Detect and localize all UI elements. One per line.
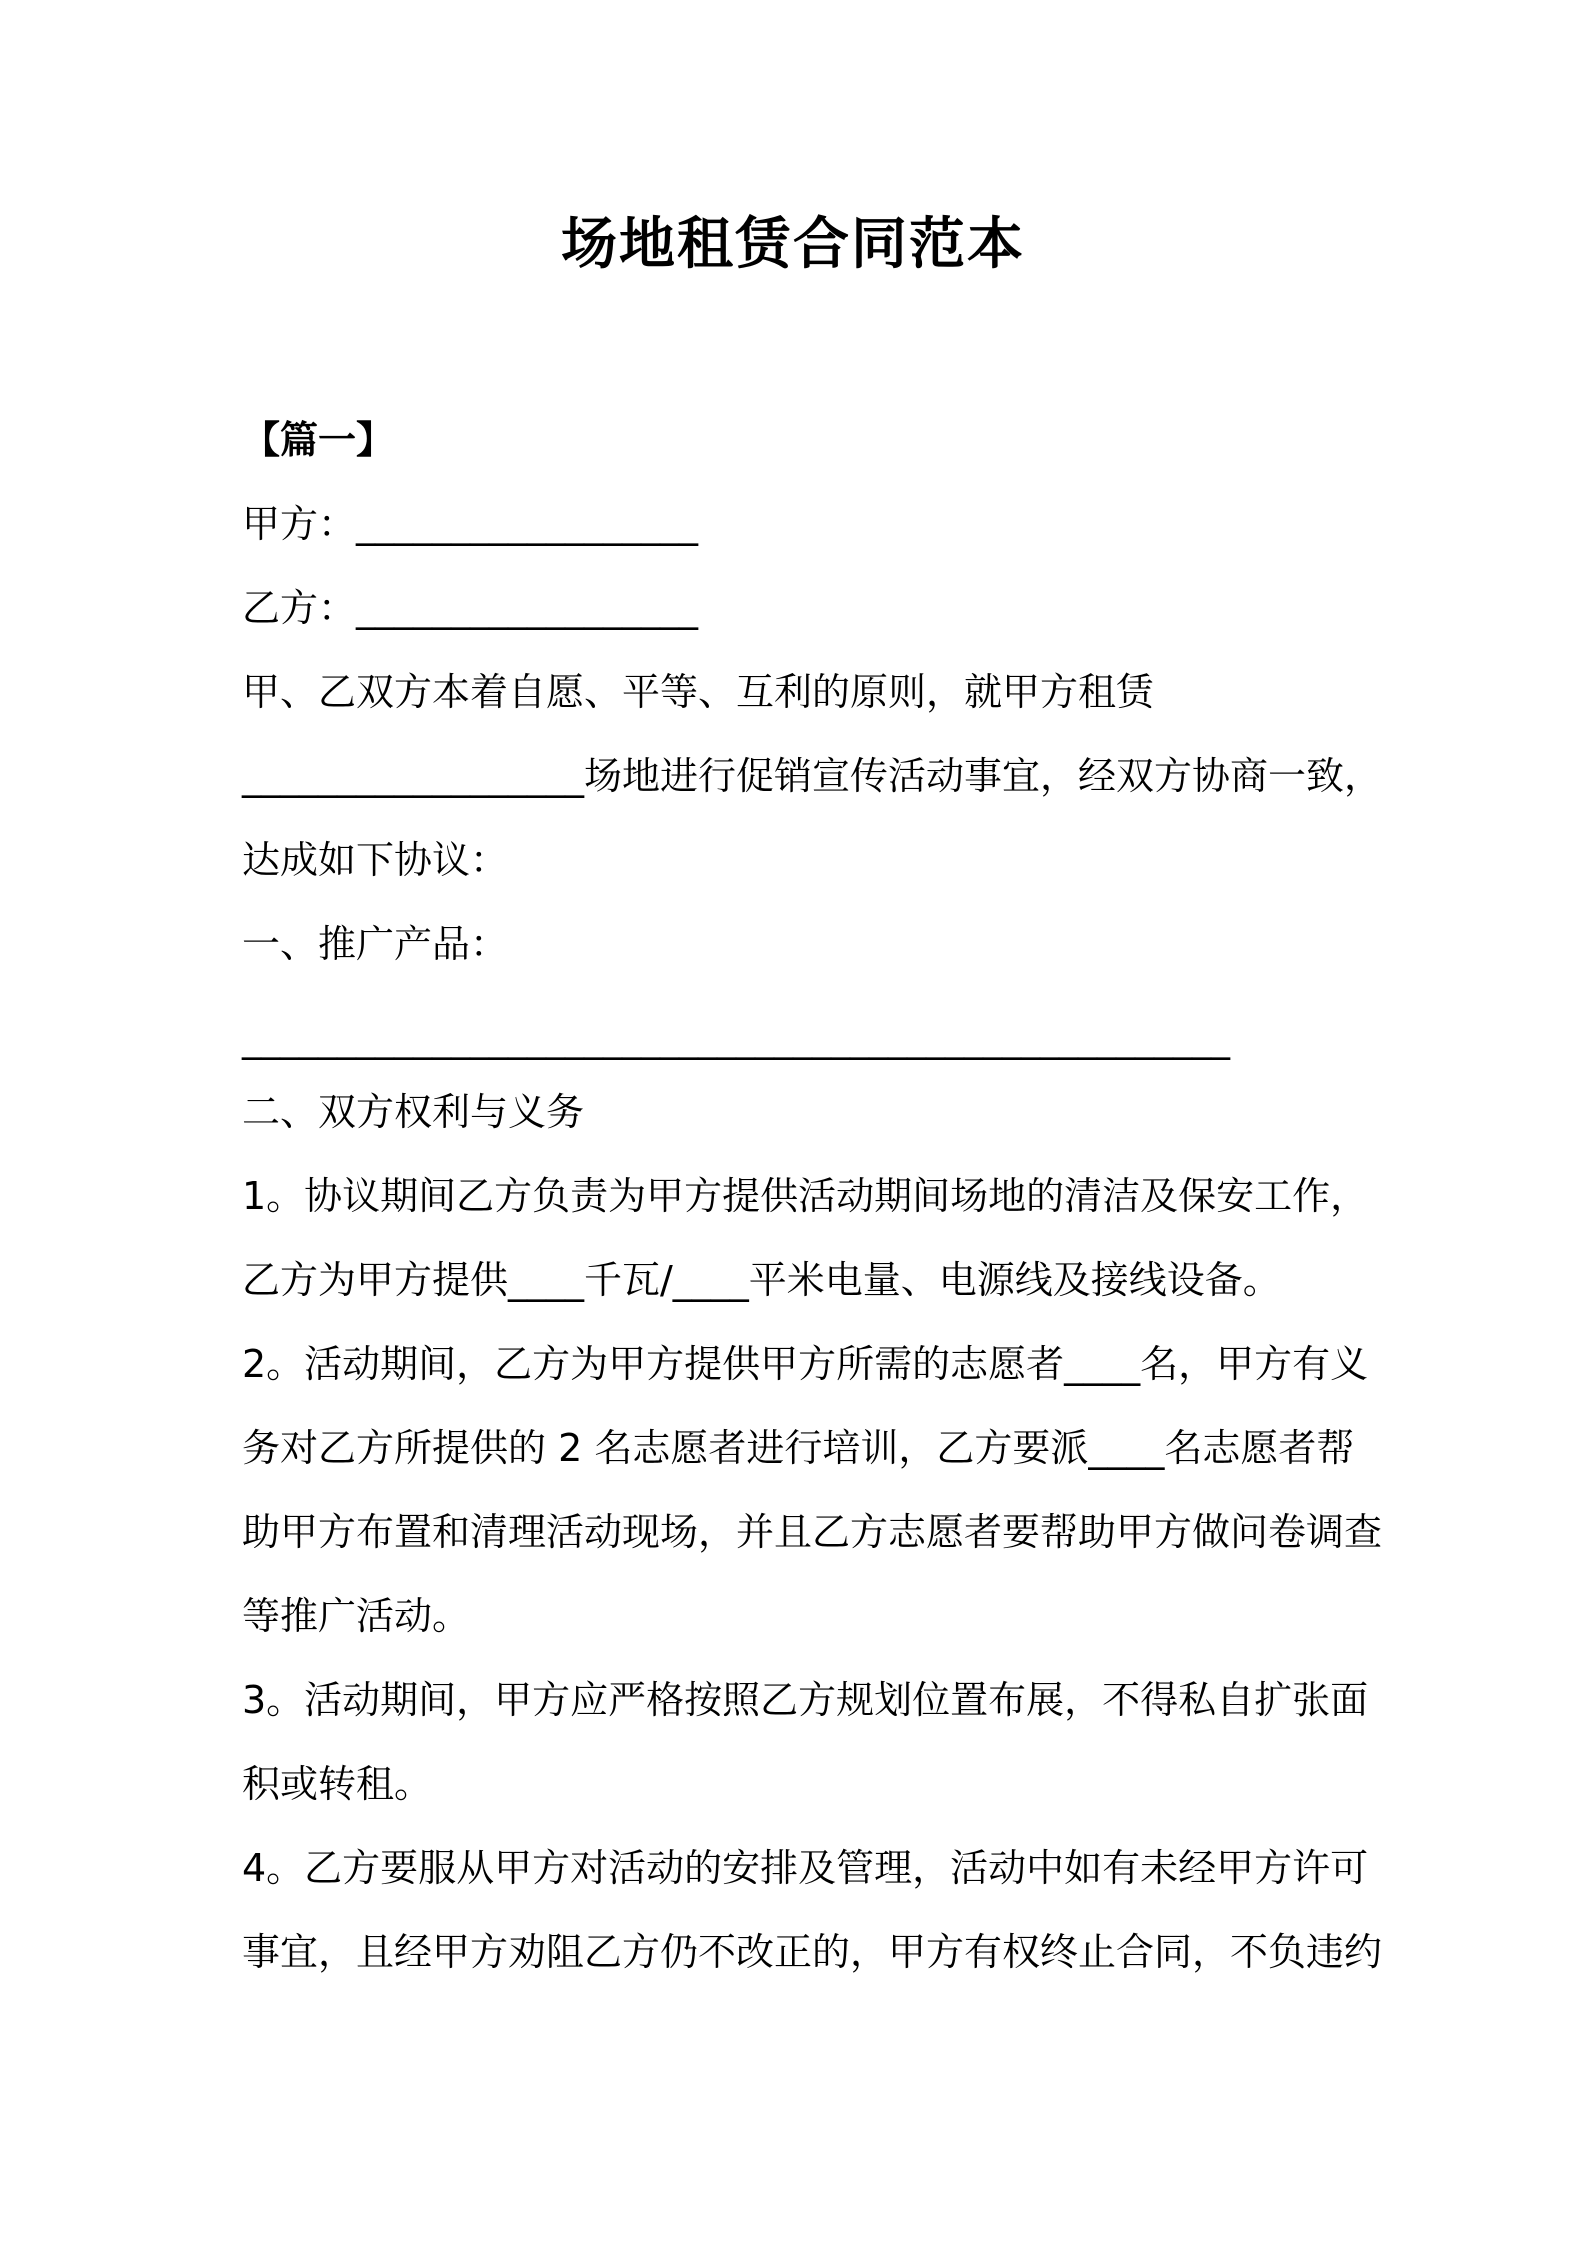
clause-heading: 一、推广产品： (242, 922, 509, 966)
body-line: 等推广活动。 (242, 1594, 471, 1638)
body-line: 2。活动期间，乙方为甲方提供甲方所需的志愿者____名，甲方有义 (242, 1342, 1369, 1386)
blank-line: ____________________________________________________ (242, 1016, 1230, 1060)
body-line: 1。协议期间乙方负责为甲方提供活动期间场地的清洁及保安工作， (242, 1174, 1369, 1218)
body-line: 达成如下协议： (242, 838, 509, 882)
body-line: __________________场地进行促销宣传活动事宜，经双方协商一致， (242, 754, 1383, 798)
document-title: 场地租赁合同范本 (561, 212, 1025, 277)
body-line: 助甲方布置和清理活动现场，并且乙方志愿者要帮助甲方做问卷调查 (242, 1510, 1383, 1554)
party-b-line: 乙方：__________________ (242, 586, 699, 630)
body-line: 4。乙方要服从甲方对活动的安排及管理，活动中如有未经甲方许可 (242, 1846, 1369, 1890)
body-line: 积或转租。 (242, 1762, 433, 1806)
party-a-line: 甲方：__________________ (242, 502, 699, 546)
clause-heading: 二、双方权利与义务 (242, 1090, 585, 1134)
body-line: 务对乙方所提供的 2 名志愿者进行培训，乙方要派____名志愿者帮 (242, 1426, 1355, 1470)
section-label: 【篇一】 (242, 418, 395, 462)
body-line: 事宜，且经甲方劝阻乙方仍不改正的，甲方有权终止合同，不负违约 (242, 1930, 1383, 1974)
body-line: 乙方为甲方提供____千瓦/____平米电量、电源线及接线设备。 (242, 1258, 1281, 1302)
body-line: 甲、乙双方本着自愿、平等、互利的原则，就甲方租赁 (242, 670, 1155, 714)
body-line: 3。活动期间，甲方应严格按照乙方规划位置布展，不得私自扩张面 (242, 1678, 1369, 1722)
